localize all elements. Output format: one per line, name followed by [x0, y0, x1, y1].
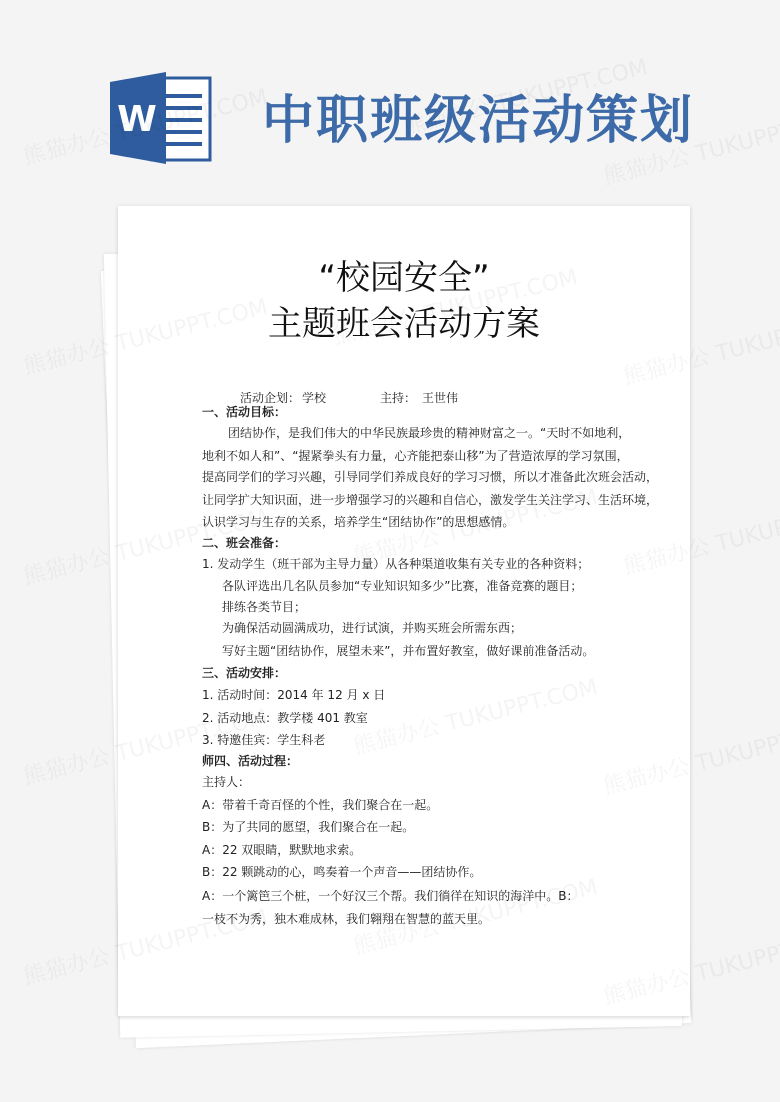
word-document-icon: [108, 68, 218, 168]
banner: [0, 0, 780, 200]
banner-title: 中职班级活动策划: [262, 90, 695, 151]
section-heading: 师四、活动过程：: [202, 754, 299, 768]
body-line: A：一个篱笆三个桩，一个好汉三个帮。我们徜徉在知识的海洋中。B：: [202, 889, 579, 903]
planner-value: 学校: [302, 391, 327, 405]
document-page: [118, 206, 690, 1016]
host-value: 王世伟: [422, 391, 459, 405]
body-line: 地利不如人和”、“握紧拳头有力量，心齐能把泰山移”为了营造浓厚的学习氛围，: [202, 449, 629, 463]
body-line: B：22 颗跳动的心，鸣奏着一个声音——团结协作。: [202, 865, 482, 879]
body-line: 主持人：: [202, 775, 251, 789]
body-line: 团结协作，是我们伟大的中华民族最珍贵的精神财富之一。“天时不如地利，: [228, 426, 631, 440]
body-line: A：22 双眼睛，默默地求索。: [202, 843, 362, 857]
body-line: 提高同学们的学习兴趣，引导同学们养成良好的学习习惯，所以才准备此次班会活动，: [202, 470, 659, 484]
document-title-line2: 主题班会活动方案: [268, 304, 540, 344]
body-line: 写好主题“团结协作，展望未来”，并布置好教室，做好课前准备活动。: [222, 644, 595, 658]
body-line: 为确保活动圆满成功，进行试演，并购买班会所需东西；: [222, 621, 523, 635]
body-line: 一枝不为秀，独木难成林，我们翱翔在智慧的蓝天里。: [202, 912, 491, 926]
body-line: 排练各类节目；: [222, 600, 307, 614]
svg-text:W: W: [117, 99, 157, 140]
body-line: 2. 活动地点：教学楼 401 教室: [202, 711, 368, 725]
body-line: 1. 活动时间：2014 年 12 月 x 日: [202, 688, 386, 702]
section-heading: 一、活动目标：: [202, 405, 287, 419]
document-title-line1: “校园安全”: [318, 258, 490, 298]
body-line: B：为了共同的愿望，我们聚合在一起。: [202, 820, 415, 834]
body-line: 各队评选出几名队员参加“专业知识知多少”比赛，准备竞赛的题目；: [222, 579, 583, 593]
planner-label: 活动企划：: [240, 391, 301, 405]
body-line: A：带着千奇百怪的个性，我们聚合在一起。: [202, 798, 439, 812]
body-line: 3. 特邀佳宾：学生科老: [202, 733, 326, 747]
body-line: 1. 发动学生（班干部为主导力量）从各种渠道收集有关专业的各种资料；: [202, 557, 590, 571]
body-line: 让同学扩大知识面，进一步增强学习的兴趣和自信心，激发学生关注学习、生活环境，: [202, 493, 659, 507]
section-heading: 三、活动安排：: [202, 666, 287, 680]
section-heading: 二、班会准备：: [202, 536, 287, 550]
host-label: 主持：: [380, 391, 417, 405]
body-line: 认识学习与生存的关系，培养学生“团结协作”的思想感情。: [202, 515, 515, 529]
